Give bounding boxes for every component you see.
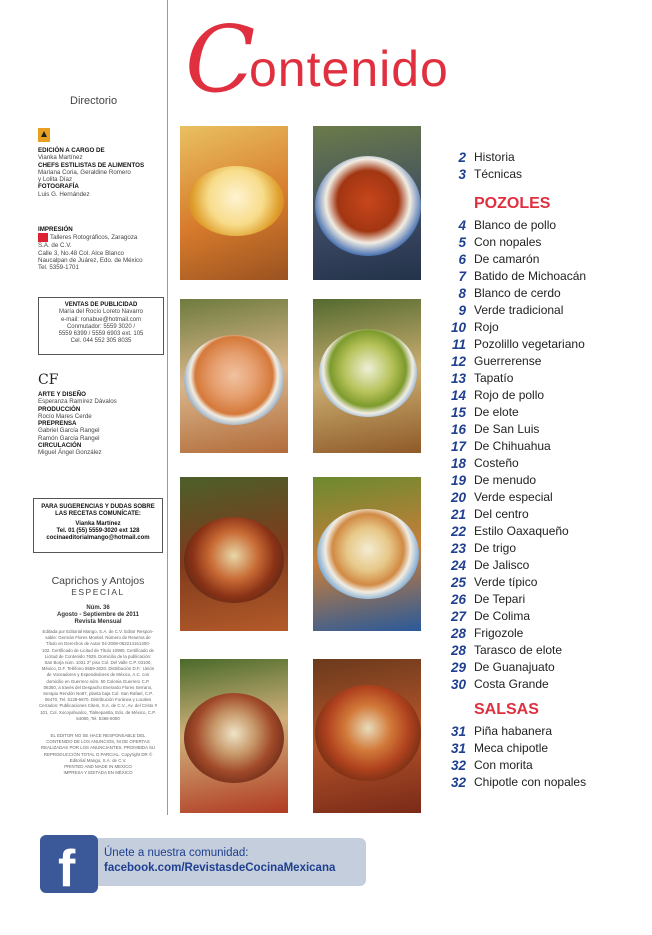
toc-entry bbox=[444, 150, 644, 167]
toc-entry bbox=[444, 758, 644, 775]
toc-recipe-name: Verde tradicional bbox=[474, 303, 564, 317]
legal-line: Serapio Rendón No87, planta baja Col. San Rafael, C.P. bbox=[43, 691, 153, 697]
toc-recipe-name: De Tepari bbox=[474, 592, 526, 606]
toc-entry bbox=[444, 235, 644, 252]
toc-entry bbox=[444, 371, 644, 388]
toc-recipe-name: Frigozole bbox=[474, 626, 524, 640]
toc-recipe-name: Tapatío bbox=[474, 371, 514, 385]
toc-page-number: 32 bbox=[450, 758, 466, 773]
directory-sidebar bbox=[0, 0, 168, 815]
directory-title: Directorio bbox=[70, 95, 118, 107]
photo-pozole-verde bbox=[313, 299, 421, 453]
toc-entry bbox=[444, 167, 644, 184]
ads-lines bbox=[39, 309, 163, 345]
ads-line: e-mail: ronabue@hotmail.com bbox=[60, 316, 142, 323]
toc-entry bbox=[444, 456, 644, 473]
toc-page-number: 11 bbox=[451, 337, 466, 352]
legal-line: 54080, Tel. 5366-5000 bbox=[76, 715, 120, 721]
toc-page-number: 22 bbox=[450, 524, 466, 539]
suggestions-contact-line: Tel. 01 (55) 5559-3020 ext 128 bbox=[56, 527, 140, 534]
credit-line: Rocío Mares Cerde bbox=[38, 412, 92, 420]
toc-entry bbox=[444, 524, 644, 541]
toc-entry bbox=[444, 320, 644, 337]
toc-page-number: 8 bbox=[458, 286, 466, 301]
toc-entry bbox=[444, 724, 644, 741]
toc-entry bbox=[444, 388, 644, 405]
printing-line: Tel. 5359-1701 bbox=[38, 264, 79, 272]
toc-recipe-name: De Chihuahua bbox=[474, 439, 551, 453]
toc-entry bbox=[444, 286, 644, 303]
toc-recipe-name: Piña habanera bbox=[474, 724, 553, 738]
credits-top bbox=[38, 147, 166, 198]
toc-recipe-name: Tarasco de elote bbox=[474, 643, 563, 657]
magazine-title bbox=[38, 575, 158, 597]
toc-recipe-name: Chipotle con nopales bbox=[474, 775, 587, 789]
toc-recipe-name: Verde típico bbox=[474, 575, 538, 589]
legal-line: 06350, a través del Despacho Everardo Flores Serrano, bbox=[43, 684, 153, 690]
legal-line: México, D.F. Teléfono 5559-3020. Distribución D.F.: Unión bbox=[41, 666, 155, 672]
toc-recipe-name: De Guanajuato bbox=[474, 660, 555, 674]
credit-heading: CIRCULACIÓN bbox=[38, 442, 82, 450]
toc-recipe-name: Batido de Michoacán bbox=[474, 269, 587, 283]
legal-line: IMPRESA Y EDITADA EN MÉXICO bbox=[63, 770, 133, 776]
credit-line: Vianka Martínez bbox=[38, 154, 83, 162]
toc-entry bbox=[444, 303, 644, 320]
legal-line: sable: Germán Flores Montiel. Número de Reserva de bbox=[45, 635, 151, 641]
credit-heading: PREPRENSA bbox=[38, 420, 77, 428]
printing-lines bbox=[38, 233, 166, 271]
photo-pozole-rojo bbox=[180, 477, 288, 631]
toc-recipe-name: De trigo bbox=[474, 541, 517, 555]
toc-recipe-name: Del centro bbox=[474, 507, 529, 521]
photo-pozole-guerrerense bbox=[180, 659, 288, 813]
photo-pozole-camaron bbox=[180, 299, 288, 453]
ads-line: Conmutador: 5559 3020 / bbox=[66, 323, 136, 330]
toc-entry bbox=[444, 269, 644, 286]
credits-mid bbox=[38, 391, 166, 457]
legal-line: 101, Col. Xocoyahualco, Tlalnepantla, Edo. de México, C.P. bbox=[40, 709, 156, 715]
page-title-initial: C bbox=[185, 6, 256, 113]
toc-page-number: 18 bbox=[450, 456, 466, 471]
printing-line: Talleres Rotográficos, Zaragoza bbox=[38, 233, 166, 242]
toc-section-title: SALSAS bbox=[474, 701, 539, 718]
legal-line: domicilio en Guerrero núm. 50 Colonia Guerrero C.P. bbox=[46, 678, 150, 684]
toc-entry bbox=[444, 575, 644, 592]
legal-line: EL EDITOR NO SE HACE RESPONSABLE DEL bbox=[50, 733, 146, 738]
toc-recipe-name: Meca chipotle bbox=[474, 741, 549, 755]
photo-pozolillo bbox=[313, 477, 421, 631]
toc-recipe-name: Rojo de pollo bbox=[474, 388, 545, 402]
ads-line: 5559 6399 / 5559 6903 ext. 105 bbox=[58, 331, 144, 338]
toc-recipe-name: Costeño bbox=[474, 456, 519, 470]
toc-page-number: 24 bbox=[450, 558, 466, 573]
suggestions-contact-line: Vianka Martínez bbox=[75, 520, 121, 527]
facebook-letter: f bbox=[58, 840, 76, 898]
toc-page-number: 13 bbox=[450, 371, 466, 386]
ads-line: Cel. 044 552 305 8035 bbox=[70, 338, 132, 345]
toc-page-number: 31 bbox=[450, 741, 466, 756]
suggestions-contact-line: cocinaeditorialmango@hotmail.com bbox=[46, 535, 150, 542]
toc-entry bbox=[444, 252, 644, 269]
toc-recipe-name: De Jalisco bbox=[474, 558, 530, 572]
printing-credits bbox=[38, 226, 166, 271]
legal-line: REPRODUCCIÓN TOTAL O PARCIAL. Copyright DR © bbox=[43, 751, 153, 757]
toc-page-number: 9 bbox=[458, 303, 466, 318]
suggestions-contact bbox=[34, 521, 162, 543]
toc-recipe-name: Con nopales bbox=[474, 235, 542, 249]
printer-logo-icon bbox=[38, 233, 48, 242]
photo-pozole-blanco bbox=[180, 126, 288, 280]
legal-disclaimer bbox=[33, 733, 163, 776]
legal-line: Título en Derechos de Autor 04-2008-062214161400- bbox=[45, 641, 151, 647]
toc-page-number: 19 bbox=[450, 473, 466, 488]
credit-line: Luis G. Hernández bbox=[38, 190, 90, 198]
toc-entry bbox=[444, 405, 644, 422]
cf-logo: CF bbox=[38, 372, 59, 388]
toc-page-number: 27 bbox=[450, 609, 466, 624]
magazine-issue bbox=[38, 605, 158, 626]
toc-entry bbox=[444, 490, 644, 507]
toc-entry bbox=[444, 677, 644, 694]
ads-box bbox=[38, 297, 164, 355]
toc-recipe-name: Blanco de pollo bbox=[474, 218, 557, 232]
printing-line: S.A. de C.V. bbox=[38, 242, 72, 250]
credit-heading: PRODUCCIÓN bbox=[38, 405, 81, 413]
suggestions-box bbox=[33, 498, 163, 553]
legal-text bbox=[33, 629, 163, 722]
legal-line: San Borja núm. 1031 2º piso Col. Del Valle C.P. 03100, bbox=[44, 660, 152, 666]
toc-recipe-name: Historia bbox=[474, 150, 515, 164]
magazine-subtitle: ESPECIAL bbox=[71, 587, 125, 597]
toc-page-number: 2 bbox=[458, 150, 466, 165]
credit-line: Gabriel García Rangel bbox=[38, 427, 100, 435]
toc-entry bbox=[444, 558, 644, 575]
facebook-icon[interactable] bbox=[40, 835, 98, 898]
toc-page-number: 3 bbox=[458, 167, 466, 182]
photo-pozole-nopales bbox=[313, 126, 421, 280]
toc-recipe-name: Técnicas bbox=[474, 167, 523, 181]
toc-page-number: 29 bbox=[450, 660, 466, 675]
toc-entry bbox=[444, 643, 644, 660]
toc-page-number: 23 bbox=[450, 541, 466, 556]
page-title-rest: ontenido bbox=[249, 41, 449, 97]
printing-line: Calle 3, No.48 Col. Alce Blanco bbox=[38, 249, 124, 257]
toc-entry bbox=[444, 609, 644, 626]
toc-section-title: POZOLES bbox=[474, 195, 551, 212]
credit-heading: ARTE Y DISEÑO bbox=[38, 391, 86, 398]
toc-page-number: 16 bbox=[450, 422, 466, 437]
credit-heading: CHEFS ESTILISTAS DE ALIMENTOS bbox=[38, 161, 145, 169]
toc-recipe-name: Pozolillo vegetariano bbox=[474, 337, 585, 351]
facebook-link[interactable]: facebook.com/RevistasdeCocinaMexicana bbox=[104, 862, 336, 874]
photo-pozole-tapatio bbox=[313, 659, 421, 813]
toc-entry bbox=[444, 741, 644, 758]
magazine-number: Núm. 36 bbox=[86, 605, 110, 611]
mango-logo-icon bbox=[38, 128, 50, 142]
toc-recipe-name: Verde especial bbox=[474, 490, 553, 504]
legal-line: Cerrados: Publicaciones Citem, S.A. de C.V., Av. del Cristo # bbox=[38, 703, 158, 709]
toc-recipe-name: Guerrerense bbox=[474, 354, 542, 368]
toc-page-number: 25 bbox=[450, 575, 466, 590]
toc-page-number: 6 bbox=[458, 252, 466, 267]
legal-line: Licitud de Contenido 7629. Domicilio de la publicación: bbox=[44, 653, 152, 659]
toc-recipe-name: De San Luis bbox=[474, 422, 540, 436]
toc-entry bbox=[444, 507, 644, 524]
toc-page-number: 17 bbox=[450, 439, 466, 454]
toc-recipe-name: Rojo bbox=[474, 320, 499, 334]
legal-line: 102. Certificado de Licitud de Título 10980. Certificado de bbox=[42, 647, 154, 653]
legal-line: PRINTED AND MADE IN MEXICO bbox=[64, 764, 132, 770]
toc-entry bbox=[444, 354, 644, 371]
toc-page-number: 31 bbox=[450, 724, 466, 739]
credit-line: Mariana Coria, Geraldine Romero bbox=[38, 168, 131, 176]
toc-entry bbox=[444, 592, 644, 609]
printing-heading: IMPRESIÓN bbox=[38, 226, 73, 233]
credit-heading: FOTOGRAFÍA bbox=[38, 183, 79, 191]
toc-entry bbox=[444, 422, 644, 439]
legal-line: Editorial Mango, S.A. de C.V. bbox=[69, 757, 127, 763]
suggestions-heading-line: PARA SUGERENCIAS Y DUDAS SOBRE bbox=[41, 504, 155, 510]
toc-page-number: 21 bbox=[450, 507, 466, 522]
toc-page-number: 20 bbox=[450, 490, 466, 505]
suggestions-heading-line: LAS RECETAS COMUNÍCATE: bbox=[55, 511, 141, 518]
toc-entry bbox=[444, 660, 644, 677]
credit-line: Miguel Ángel González bbox=[38, 449, 102, 457]
toc-page-number: 5 bbox=[458, 235, 466, 250]
credit-line: Ramón García Rangel bbox=[38, 434, 100, 442]
legal-line: REALIZADAS POR LOS ANUNCIANTES. PROHIBIDA SU bbox=[40, 745, 156, 751]
toc-recipe-name: De Colima bbox=[474, 609, 531, 623]
toc-page-number: 15 bbox=[450, 405, 466, 420]
magazine-frequency: Revista Mensual bbox=[74, 619, 122, 625]
toc-recipe-name: Con morita bbox=[474, 758, 533, 772]
toc-recipe-name: Blanco de cerdo bbox=[474, 286, 561, 300]
toc-entry bbox=[444, 541, 644, 558]
facebook-invite-text: Únete a nuestra comunidad: bbox=[104, 847, 249, 859]
suggestions-heading bbox=[34, 504, 162, 519]
ads-heading: VENTAS DE PUBLICIDAD bbox=[64, 302, 138, 308]
toc-entry bbox=[444, 337, 644, 354]
magazine-date: Agosto - Septiembre de 2011 bbox=[56, 612, 140, 618]
toc-page-number: 10 bbox=[450, 320, 466, 335]
toc-page-number: 28 bbox=[450, 643, 466, 658]
printing-line: Naucalpan de Juárez, Edo. de México bbox=[38, 256, 143, 264]
toc-page-number: 7 bbox=[458, 269, 466, 284]
legal-line: CONTENIDO DE LOS ANUNCIOS, NI DE OFERTAS bbox=[46, 739, 150, 745]
toc-page-number: 28 bbox=[450, 626, 466, 641]
ads-line: María del Rocío Loreto Navarro bbox=[58, 309, 144, 316]
legal-line: Editada por Editorial Mango, S.A. de C.V. Editor Respon- bbox=[42, 629, 154, 634]
toc-page-number: 30 bbox=[450, 677, 466, 692]
toc-recipe-name: De camarón bbox=[474, 252, 540, 266]
legal-line: de Voceadores y Expendedores de México, A.C. con bbox=[46, 672, 150, 678]
toc-entry bbox=[444, 439, 644, 456]
toc-entry bbox=[444, 775, 644, 792]
toc-entry bbox=[444, 218, 644, 235]
toc-recipe-name: Costa Grande bbox=[474, 677, 549, 691]
credit-line: y Lolita Díaz bbox=[38, 176, 73, 184]
toc-page-number: 14 bbox=[450, 388, 466, 403]
toc-entry bbox=[444, 473, 644, 490]
toc-page-number: 12 bbox=[450, 354, 466, 369]
toc-recipe-name: Estilo Oaxaqueño bbox=[474, 524, 569, 538]
page-title bbox=[185, 6, 485, 114]
toc-recipe-name: De menudo bbox=[474, 473, 537, 487]
toc-page-number: 26 bbox=[450, 592, 466, 607]
magazine-name: Caprichos y Antojos bbox=[51, 575, 145, 587]
toc-recipe-name: De elote bbox=[474, 405, 519, 419]
legal-line: 06470, Tel. 5128-6670. Distribución Foránea y Locales bbox=[44, 697, 152, 703]
credit-heading: EDICIÓN A CARGO DE bbox=[38, 147, 105, 154]
toc-entry bbox=[444, 626, 644, 643]
toc-page-number: 32 bbox=[450, 775, 466, 790]
toc-page-number: 4 bbox=[458, 218, 466, 233]
credit-line: Esperanza Ramírez Dávalos bbox=[38, 398, 117, 406]
